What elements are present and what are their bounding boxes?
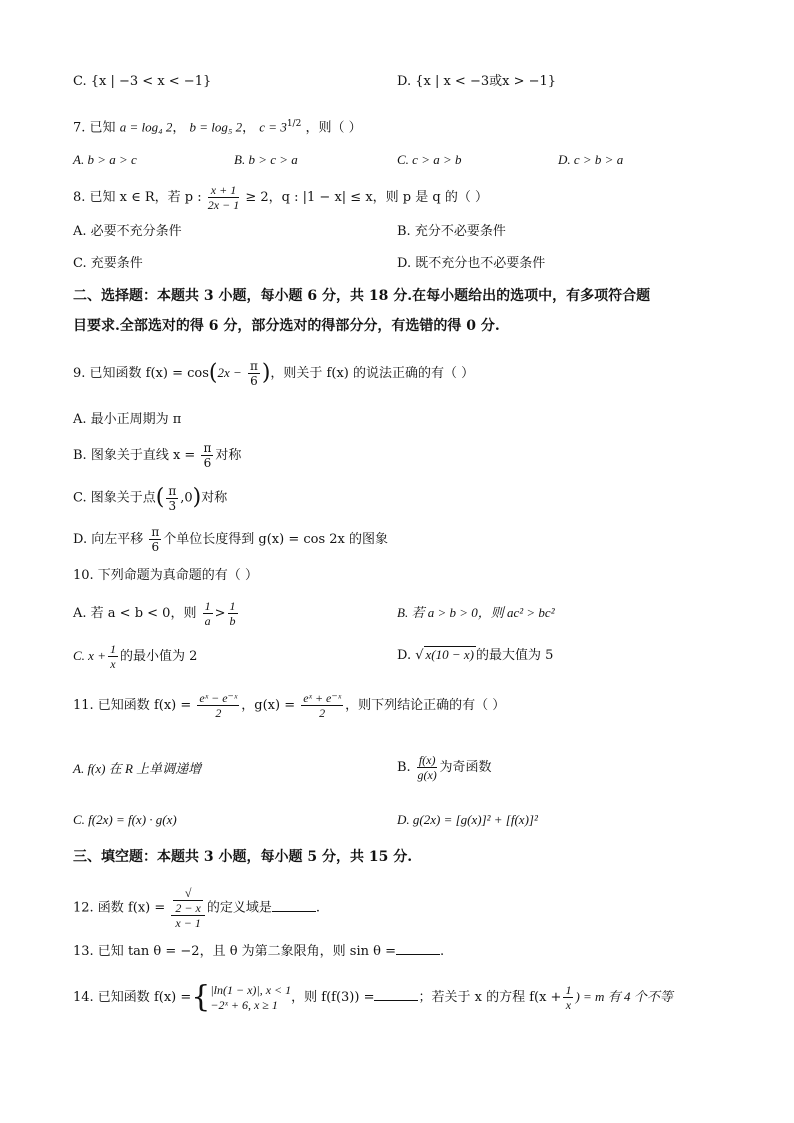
q9-stem: 9. 已知函数 f(x) = cos(2x − $\frac{\pi}{6}$ )，则关于 f(x) 的说法正确的有（ ） — [73, 359, 475, 388]
section2-heading-line2: 目要求.全部选对的得 6 分，部分选对的得部分分，有选错的得 0 分. — [73, 318, 500, 334]
q10-option-a: A. 若 a < b < 0，则 $\frac{1}{a}$ > $\frac{1}{b}$ — [73, 599, 236, 628]
q10-stem: 10. 下列命题为真命题的有（ ） — [73, 568, 258, 583]
q7-option-d: D. c > b > a — [558, 152, 624, 167]
q7-option-b: B. b > c > a — [234, 152, 298, 167]
q11-stem: 11. 已知函数 f(x) = $\frac{\text{eˣ − e⁻ˣ}}{2}$ ，g(x) = $\frac{\text{eˣ + e⁻ˣ}}{2}$ ，则下列结论正确的有（ ） — [73, 691, 506, 720]
section3-heading: 三、填空题：本题共 3 小题，每小题 5 分，共 15 分. — [73, 849, 413, 865]
q8-fraction — [208, 183, 239, 212]
q7-option-c: C. c > a > b — [397, 152, 462, 167]
q9-arg: 2x − — [217, 365, 242, 380]
q13-stem: 13. 已知 tan θ = −2，且 θ 为第二象限角，则 sin θ = . — [73, 944, 445, 959]
q14-answer-blank[interactable] — [374, 988, 418, 1001]
q8-option-a: A. 必要不充分条件 — [73, 224, 182, 239]
q9-tail: ，则关于 f(x) 的说法正确的有（ ） — [270, 366, 475, 381]
q12-answer-blank[interactable] — [272, 899, 316, 912]
q7-stem: 7. 已知 a = log₄ 2， b = log₅ 2， $c = 3^{1/2}$ ，则（ ） — [73, 119, 362, 136]
q7-number: 7. 已知 — [73, 120, 116, 136]
q9-pi-over-6: $\frac{\pi}{6}$ — [249, 359, 258, 388]
q9-option-d: D. 向左平移 $\frac{\pi}{6}$ 个单位长度得到 g(x) = cos 2x 的图象 — [73, 525, 388, 554]
q8-option-b: B. 充分不必要条件 — [397, 224, 506, 239]
q11-option-c: C. f(2x) = f(x) · g(x) — [73, 812, 177, 827]
q11-option-a: A. f(x) 在 R 上单调递增 — [73, 761, 202, 776]
q8-condition: ≥ 2，q : |1 − x| ≤ x，则 p 是 q 的（ ） — [245, 190, 488, 205]
q7-option-a: A. b > a > c — [73, 152, 137, 167]
q11-option-d: D. g(2x) = [g(x)]² + [f(x)]² — [397, 812, 538, 827]
q11-option-b: B. $\frac{f(x)}{g(x)}$ 为奇函数 — [397, 753, 492, 782]
q9-lead: 9. 已知函数 f(x) = cos — [73, 366, 209, 381]
q7-a: a = log₄ 2 — [119, 119, 173, 135]
q9-option-c: C. 图象关于点( $\frac{\pi}{3}$ ,0)对称 — [73, 483, 228, 513]
q6-option-c: C. {x | −3 < x < −1} — [73, 74, 212, 89]
q10-option-b: B. 若 a > b > 0，则 ac² > bc² — [397, 605, 555, 620]
q8-option-c: C. 充要条件 — [73, 256, 143, 271]
q8-option-d: D. 既不充分也不必要条件 — [397, 256, 546, 271]
q8-frac-num: x + 1 — [208, 183, 239, 198]
q7-b: b = log₅ 2 — [189, 119, 243, 135]
q7-c-exp: 1/2 — [286, 119, 302, 129]
q7-c: c = 3 — [259, 119, 287, 135]
q14-stem: 14. 已知函数 f(x) ={ |ln(1 − x)|, x < 1 −2ˣ + 6, x ≥ 1 ，则 f(f(3)) = ；若关于 x 的方程 f(x + $\frac{1}{x}$ ) = m 有 4 个不等 — [73, 979, 673, 1015]
q9-option-a: A. 最小正周期为 π — [73, 412, 182, 427]
q7-tail: ，则（ ） — [305, 120, 362, 136]
q10-option-c: C. x + $\frac{1}{x}$ 的最小值为 2 — [73, 642, 198, 671]
q13-answer-blank[interactable] — [396, 942, 440, 955]
q6-option-d: D. {x | x < −3或x > −1} — [397, 74, 557, 89]
q10-option-d: D. √ x(10 − x) 的最大值为 5 — [397, 647, 554, 663]
q8-stem — [73, 180, 488, 216]
section2-heading-line1: 二、选择题：本题共 3 小题，每小题 6 分，共 18 分.在每小题给出的选项中，有多项符合题 — [73, 288, 651, 304]
q14-piecewise: |ln(1 − x)|, x < 1 −2ˣ + 6, x ≥ 1 — [210, 982, 292, 1012]
q12-stem: 12. 函数 f(x) = √ 2 − x x − 1 的定义域是 . — [73, 886, 320, 930]
q8-frac-den: 2x − 1 — [207, 198, 240, 212]
q9-option-b: B. 图象关于直线 x = $\frac{\pi}{6}$ 对称 — [73, 441, 242, 470]
q8-lead: 8. 已知 x ∈ R，若 p : — [73, 190, 202, 205]
